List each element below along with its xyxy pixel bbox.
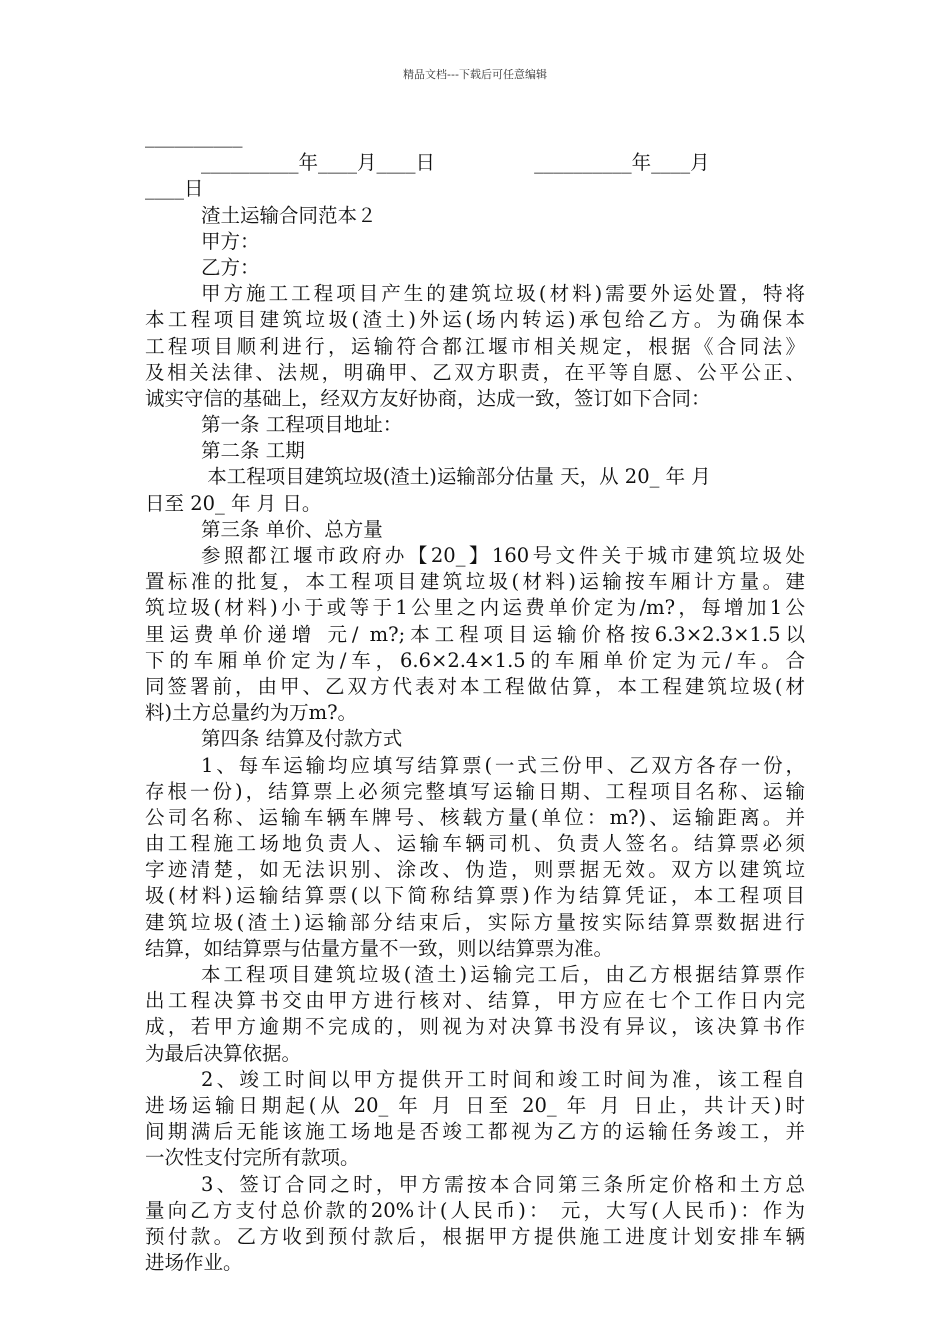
document-line: 及相关法律、法规，明确甲、乙双方职责，在平等自愿、公平公正、 [145, 360, 805, 384]
document-line: 一次性支付完所有款项。 [145, 1146, 360, 1170]
document-line: 出工程决算书交由甲方进行核对、结算，甲方应在七个工作日内完 [145, 989, 805, 1013]
document-line: 乙方： [201, 255, 260, 279]
document-line: 本工程项目建筑垃圾(渣土)运输完工后，由乙方根据结算票作 [201, 963, 805, 986]
document-line: __________年____月____日 __________年____月 [201, 151, 710, 175]
document-line: 下的车厢单价定为/车，6.6×2.4×1.5的车厢单价定为元/车。合 [145, 648, 805, 672]
document-line: 圾(材料)运输结算票(以下简称结算票)作为结算凭证，本工程项目 [145, 884, 805, 908]
document-line: __________ [145, 125, 243, 148]
document-line: 由工程施工场地负责人、运输车辆司机、负责人签名。结算票必须 [145, 832, 805, 856]
document-line: 第四条 结算及付款方式 [201, 727, 403, 751]
document-line: 甲方施工工程项目产生的建筑垃圾(材料)需要外运处置，特将 [201, 282, 805, 306]
document-line: 渣土运输合同范本２ [201, 203, 377, 227]
header-note: 精品文档---下载后可任意编辑 [403, 68, 547, 81]
document-line: 第一条 工程项目地址： [201, 413, 403, 437]
document-line: 里运费单价递增 元/ m?;本工程项目运输价格按6.3×2.3×1.5以 [145, 622, 805, 646]
document-line: 第二条 工期 [201, 439, 305, 463]
document-line: 1、每车运输均应填写结算票(一式三份甲、乙双方各存一份， [201, 753, 805, 777]
document-line: 第三条 单价、总方量 [201, 517, 383, 541]
document-line: 结算，如结算票与估量方量不一致，则以结算票为准。 [145, 936, 614, 960]
document-line: 料)土方总量约为万m?。 [145, 701, 358, 725]
document-line: 公司名称、运输车辆车牌号、核载方量(单位：m?)、运输距离。并 [145, 805, 805, 829]
document-line: 本工程项目建筑垃圾(渣土)外运(场内转运)承包给乙方。为确保本 [145, 308, 805, 332]
document-line: 成，若甲方逾期不完成的，则视为对决算书没有异议，该决算书作 [145, 1015, 805, 1039]
document-line: 2、竣工时间以甲方提供开工时间和竣工时间为准，该工程自 [201, 1067, 805, 1091]
document-line: 日至 20_ 年 月 日。 [145, 491, 322, 515]
document-line: ____日 [145, 177, 204, 201]
document-line: 工程项目顺利进行，运输符合都江堰市相关规定，根据《合同法》 [145, 334, 805, 358]
document-line: 预付款。乙方收到预付款后，根据甲方提供施工进度计划安排车辆 [145, 1224, 805, 1248]
document-line: 存根一份)，结算票上必须完整填写运输日期、工程项目名称、运输 [145, 779, 805, 803]
document-line: 同签署前，由甲、乙双方代表对本工程做估算，本工程建筑垃圾(材 [145, 674, 805, 698]
document-line: 筑垃圾(材料)小于或等于1公里之内运费单价定为/m?，每增加1公 [145, 596, 805, 620]
document-line: 诚实守信的基础上，经双方友好协商，达成一致，签订如下合同： [145, 386, 711, 410]
document-line: 进场作业。 [145, 1251, 243, 1275]
document-line: 置标准的批复，本工程项目建筑垃圾(材料)运输按车厢计方量。建 [145, 570, 805, 594]
document-line: 量向乙方支付总价款的20%计(人民币)： 元，大写(人民币)：作为 [145, 1198, 805, 1222]
document-line: 进场运输日期起(从 20_ 年 月 日至 20_ 年 月 日止，共计天)时 [145, 1093, 805, 1117]
document-line: 甲方： [201, 229, 260, 253]
document-line: 本工程项目建筑垃圾(渣土)运输部分估量 天，从 20_ 年 月 [201, 465, 711, 489]
document-line: 为最后决算依据。 [145, 1041, 302, 1065]
document-line: 参照都江堰市政府办【20_】160号文件关于城市建筑垃圾处 [201, 544, 805, 567]
document-line: 字迹清楚，如无法识别、涂改、伪造，则票据无效。双方以建筑垃 [145, 858, 805, 882]
document-line: 间期满后无能该施工场地是否竣工都视为乙方的运输任务竣工，并 [145, 1120, 805, 1144]
document-line: 建筑垃圾(渣土)运输部分结束后，实际方量按实际结算票数据进行 [145, 910, 805, 934]
document-line: 3、签订合同之时，甲方需按本合同第三条所定价格和土方总 [201, 1172, 805, 1196]
document-body [145, 124, 805, 1276]
